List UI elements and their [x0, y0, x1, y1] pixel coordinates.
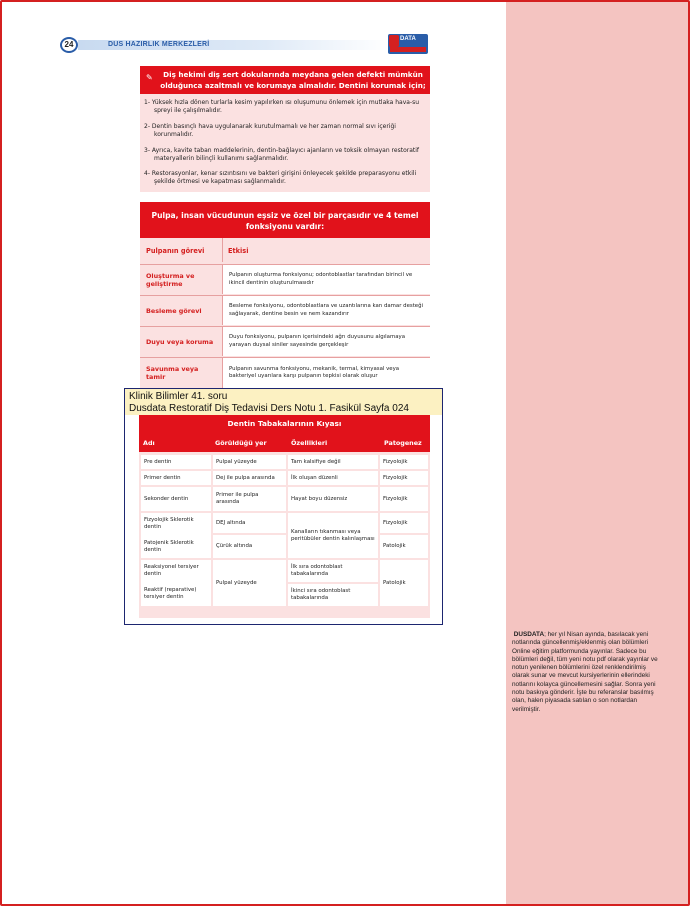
list-item: 3- Ayrıca, kavite taban maddelerinin, dentin-bağlayıcı ajanların ve toksik olmayan restoratif materyallerin bilinçli kullanımı sağlanmalıdır. — [144, 147, 420, 162]
dentin-location: Çürük altında — [213, 535, 286, 558]
dentin-location: Dej ile pulpa arasında — [213, 471, 286, 485]
dentin-name: Reaktif (reparative) tersiyer dentin — [141, 582, 211, 606]
list-item: 1- Yüksek hızla dönen turlarla kesim yapılırken ısı oluşumunu önlemek için mutlaka hava-su spreyi ile çalışılmalıdır. — [144, 99, 420, 114]
dentin-comparison-title: Dentin Tabakalarının Kıyası — [227, 419, 342, 428]
function-label: Oluşturma ve geliştirme — [146, 271, 195, 288]
reference-caption — [124, 388, 443, 416]
column-header: Etkisi — [228, 247, 249, 255]
logo-text: DATA — [400, 36, 416, 42]
list-item: 2- Dentin basınçlı hava uygulanarak kurutulmamalı ve her zaman normal sıvı içeriği korunmalıdır. — [144, 123, 396, 138]
dentin-feature: Kanalların tıkanması veya peritübüler dentin kalınlaşması — [288, 513, 378, 558]
table-row — [140, 326, 430, 356]
dentin-comparison-header — [139, 415, 430, 435]
function-label: Besleme görevi — [146, 306, 202, 315]
dentin-location: Pulpal yüzeyde — [213, 455, 286, 469]
dentin-pathogenesis: Patolojik — [380, 535, 428, 558]
dentin-pathogenesis: Fizyolojik — [380, 471, 428, 485]
page-number: 24 — [60, 37, 78, 53]
dentin-feature: Tam kalsifiye değil — [288, 455, 378, 469]
table-header — [139, 435, 430, 452]
dentin-pathogenesis: Fizyolojik — [380, 487, 428, 511]
dentin-protection-title: Diş hekimi diş sert dokularında meydana gelen defekti mümkün olduğunca azaltmalı ve korumaya almalıdır. Dentini korumak için; — [160, 70, 426, 90]
dentin-pathogenesis: Fizyolojik — [380, 513, 428, 533]
table-header — [140, 238, 430, 262]
sidebar-panel — [506, 2, 688, 904]
pulpa-functions-title: Pulpa, insan vücudunun eşsiz ve özel bir parçasıdır ve 4 temel fonksiyonu vardır: — [151, 211, 419, 231]
dentin-name: Pre dentin — [141, 455, 211, 469]
dentin-name: Fizyolojik Sklerotik dentin — [141, 513, 211, 535]
dentin-name: Patojenik Sklerotik dentin — [141, 535, 211, 558]
dentin-name: Sekonder dentin — [141, 487, 211, 511]
dentin-comparison-frame — [124, 415, 443, 625]
function-label: Savunma veya tamir — [146, 365, 199, 381]
column-header: Patogenez — [384, 439, 422, 447]
column-header: Pulpanın görevi — [146, 247, 205, 255]
dentin-feature: İlk oluşan düzenli — [288, 471, 378, 485]
table-row — [140, 264, 430, 294]
dentin-comparison-box — [139, 415, 430, 618]
dentin-feature: İkinci sıra odontoblast tabakalarında — [288, 584, 378, 606]
column-header: Görüldüğü yer — [215, 439, 267, 447]
dentin-pathogenesis: Patolojik — [380, 560, 428, 606]
pulpa-functions-box — [140, 202, 430, 388]
table-row — [140, 357, 430, 388]
column-header: Özellikleri — [291, 439, 328, 447]
function-effect: Pulpanın savunma fonksiyonu, mekanik, termal, kimyasal veya bakteriyel uyarılara karşı pulpanın tepkisi olarak oluşur — [222, 358, 430, 388]
function-effect: Pulpanın oluşturma fonksiyonu; odontoblastlar tarafından birincil ve ikincil dentinin oluşturulmasıdır — [222, 265, 430, 294]
dusdata-logo — [388, 34, 428, 54]
sidebar-brand: DUSDATA — [513, 631, 545, 638]
function-effect: Besleme fonksiyonu, odontoblastlara ve uzantılarına kan damar desteği sağlayarak, dentine besin ve nem kazandırır — [222, 296, 430, 325]
dentin-name: Reaksiyonel tersiyer dentin — [141, 560, 211, 582]
dentin-location: Pulpal yüzeyde — [213, 560, 286, 606]
sidebar-text: ; her yıl Nisan ayında, basılacak yeni notlarında güncellenmiş/eklenmiş olan bölümleri Online eğitim platformunda yayınlar. Sadece bu bölümleri değil, tüm yeni notu pdf olarak yayınlar ve notun yenilenen bölümlerini özel renklendirilmiş olarak sunar ve mevcut kursiyerlerinin ellerindeki notlarını kolayca güncellemesini sağlar. Sonra yeni notu baskıya gönderir. İşte bu referanslar basılmış olan, halen piyasada satılan o son notlardan verilmiştir. — [512, 631, 658, 713]
pencil-icon: ✎ — [146, 73, 153, 82]
dentin-name: Primer dentin — [141, 471, 211, 485]
dentin-pathogenesis: Fizyolojik — [380, 455, 428, 469]
dentin-feature: İlk sıra odontoblast tabakalarında — [288, 560, 378, 582]
dentin-location: Primer ile pulpa arasında — [213, 487, 286, 511]
table-row — [140, 295, 430, 325]
column-header: Adı — [143, 439, 155, 447]
header-title: DUS HAZIRLIK MERKEZLERİ — [108, 41, 210, 48]
dentin-feature: Hayat boyu düzensiz — [288, 487, 378, 511]
dentin-location: DEJ altında — [213, 513, 286, 533]
function-label: Duyu veya koruma — [146, 337, 214, 346]
caption-line-2: Dusdata Restoratif Diş Tedavisi Ders Notu 1. Fasikül Sayfa 024 — [129, 402, 409, 414]
pulpa-functions-header — [140, 202, 430, 238]
dentin-protection-box — [140, 66, 430, 192]
caption-line-1: Klinik Bilimler 41. soru — [129, 391, 228, 402]
sidebar-note — [512, 631, 662, 714]
dentin-protection-header — [140, 66, 430, 94]
list-item: 4- Restorasyonlar, kenar sızıntısını ve bakteri girişini önleyecek şekilde preparasyonu etkili şekilde örtmesi ve kapatması sağlanmalıdır. — [144, 170, 417, 185]
function-effect: Duyu fonksiyonu, pulpanın içerisindeki ağrı duyusunu algılamaya yarayan duysal siniler sayesinde gerçekleşir — [222, 327, 430, 356]
